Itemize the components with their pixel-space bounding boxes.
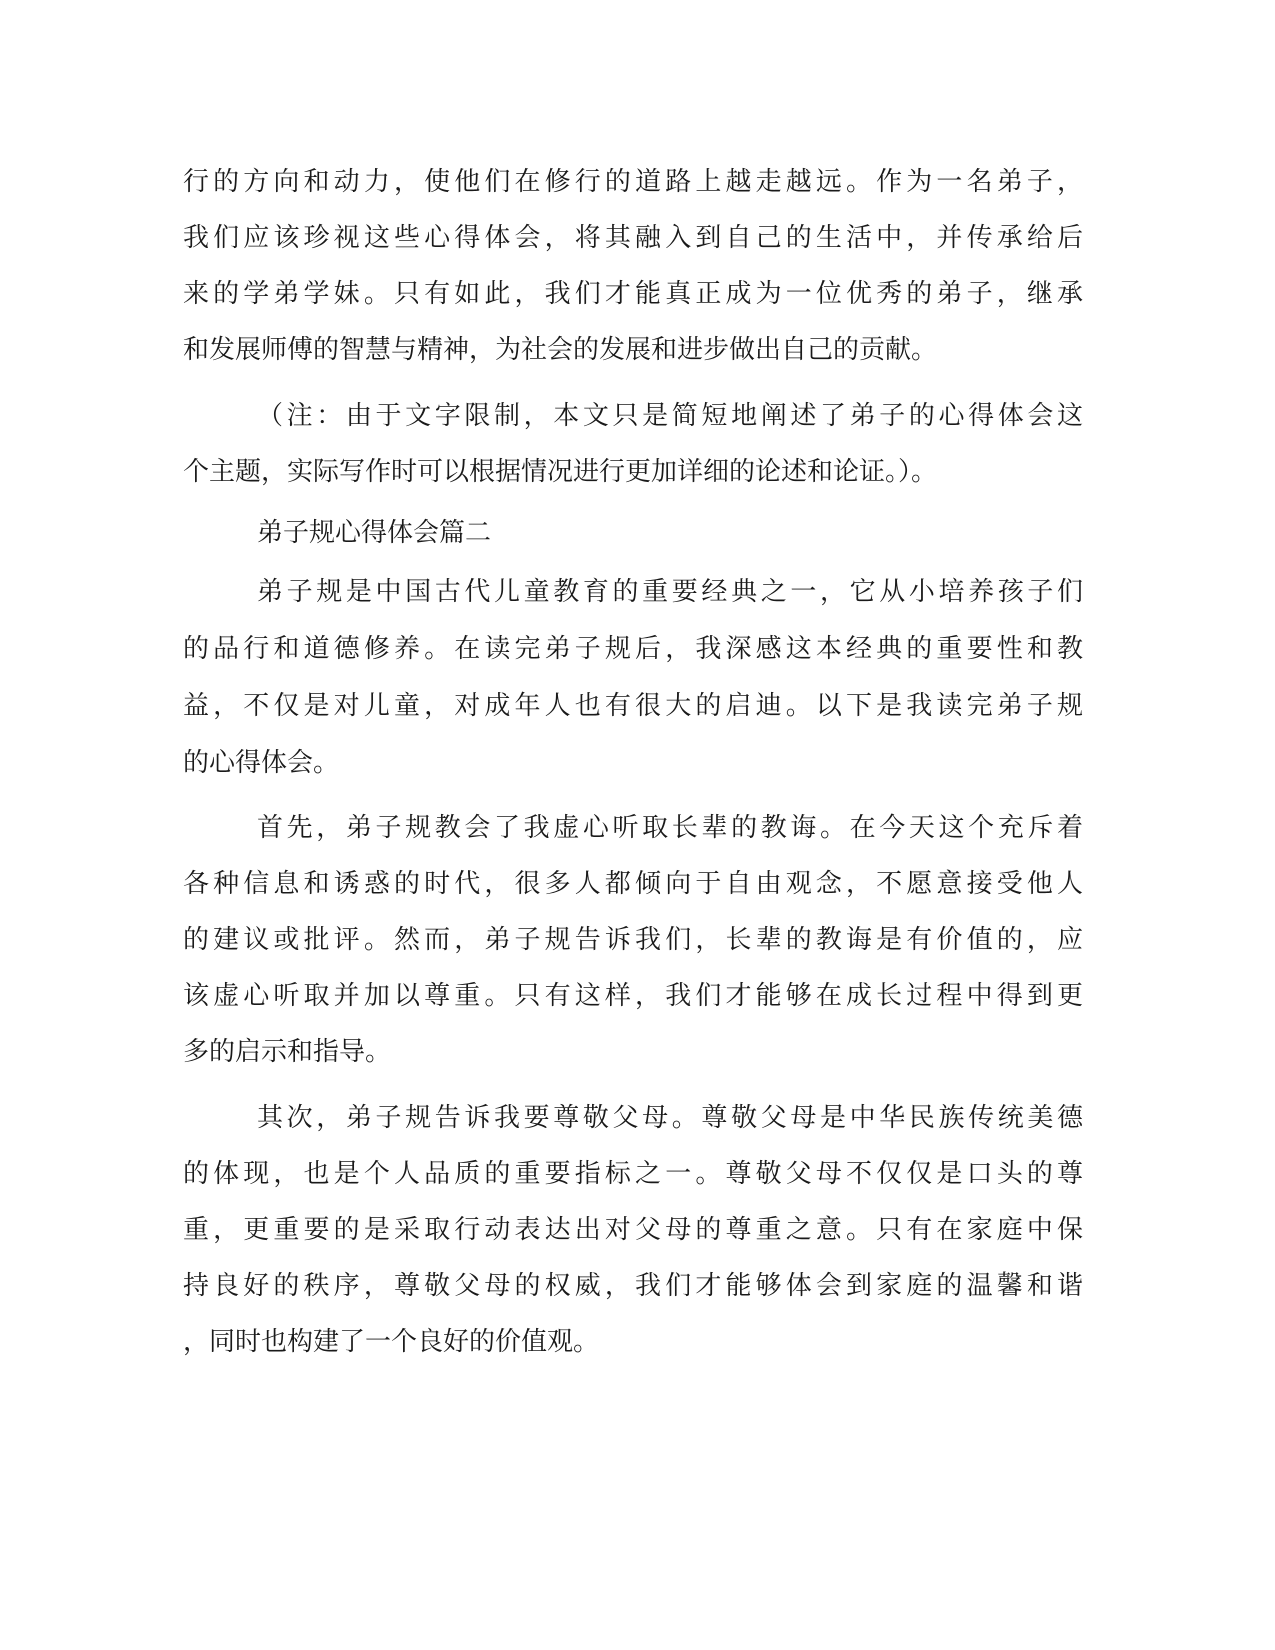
paragraph-line: 各种信息和诱惑的时代，很多人都倾向于自由观念，不愿意接受他人 bbox=[183, 869, 1083, 899]
paragraph-line: 的品行和道德修养。在读完弟子规后，我深感这本经典的重要性和教 bbox=[183, 634, 1083, 664]
paragraph-line: 持良好的秩序，尊敬父母的权威，我们才能够体会到家庭的温馨和谐 bbox=[183, 1271, 1083, 1301]
paragraph-line: 的体现，也是个人品质的重要指标之一。尊敬父母不仅仅是口头的尊 bbox=[183, 1159, 1083, 1189]
paragraph-line: 和发展师傅的智慧与精神，为社会的发展和进步做出自己的贡献。 bbox=[183, 335, 938, 365]
paragraph-line: 重，更重要的是采取行动表达出对父母的尊重之意。只有在家庭中保 bbox=[183, 1215, 1083, 1245]
paragraph-line: 的心得体会。 bbox=[183, 748, 340, 778]
paragraph-line: 首先，弟子规教会了我虚心听取长辈的教诲。在今天这个充斥着 bbox=[257, 813, 1083, 843]
paragraph-line: 的建议或批评。然而，弟子规告诉我们，长辈的教诲是有价值的，应 bbox=[183, 925, 1083, 955]
paragraph-line: 该虚心听取并加以尊重。只有这样，我们才能够在成长过程中得到更 bbox=[183, 981, 1083, 1011]
paragraph-line: 多的启示和指导。 bbox=[183, 1037, 392, 1067]
paragraph-line: 行的方向和动力，使他们在修行的道路上越走越远。作为一名弟子， bbox=[183, 167, 1083, 197]
note-line: （注：由于文字限制，本文只是简短地阐述了弟子的心得体会这 bbox=[257, 401, 1083, 431]
paragraph-line: 弟子规是中国古代儿童教育的重要经典之一，它从小培养孩子们 bbox=[257, 577, 1083, 607]
paragraph-line: 益，不仅是对儿童，对成年人也有很大的启迪。以下是我读完弟子规 bbox=[183, 691, 1083, 721]
paragraph-line: 我们应该珍视这些心得体会，将其融入到自己的生活中，并传承给后 bbox=[183, 223, 1083, 253]
paragraph-line: ，同时也构建了一个良好的价值观。 bbox=[183, 1327, 600, 1357]
paragraph-line: 其次，弟子规告诉我要尊敬父母。尊敬父母是中华民族传统美德 bbox=[257, 1103, 1083, 1133]
paragraph-line: 来的学弟学妹。只有如此，我们才能真正成为一位优秀的弟子，继承 bbox=[183, 279, 1083, 309]
note-line: 个主题，实际写作时可以根据情况进行更加详细的论述和论证。）。 bbox=[183, 457, 938, 487]
section-heading: 弟子规心得体会篇二 bbox=[257, 518, 492, 548]
